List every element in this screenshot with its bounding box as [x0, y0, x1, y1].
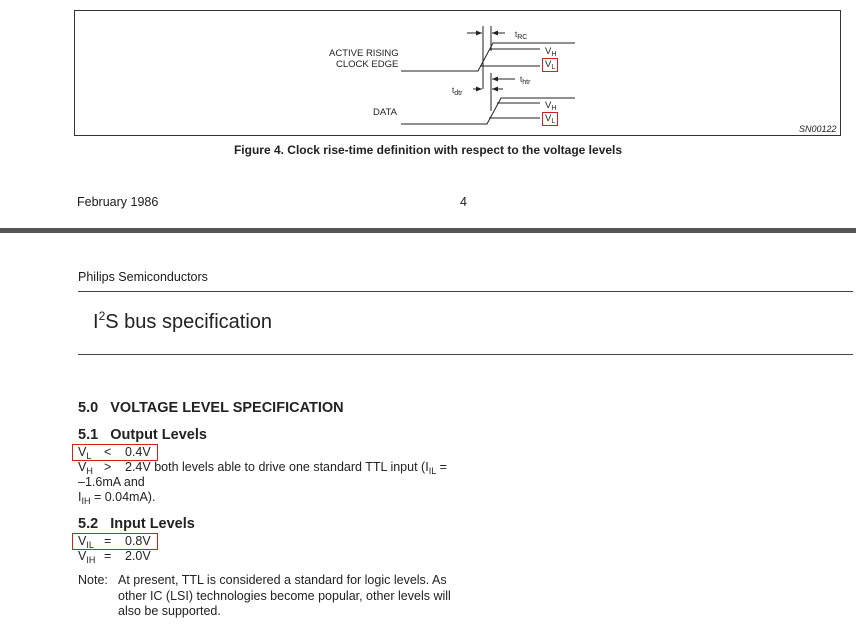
note-line-3: also be supported.: [118, 604, 221, 618]
active-rising-label: ACTIVE RISING: [329, 48, 399, 59]
timing-diagram: [75, 11, 840, 135]
vl-sym: $V_L$: [78, 445, 92, 461]
data-vl-label: $V_L$: [542, 112, 558, 126]
data-label: DATA: [373, 107, 397, 118]
thtr-label: thtr: [520, 75, 531, 86]
footer-date: February 1986: [77, 195, 159, 209]
figure-box: [74, 10, 841, 136]
footer-page-number: 4: [460, 195, 467, 209]
clock-vl-label: $V_L$: [542, 58, 558, 72]
vih-op: =: [104, 549, 112, 563]
data-vh-label: $V_H$: [545, 100, 557, 112]
vih-sym: $V_{IH}$: [78, 549, 96, 565]
vl-op: <: [104, 445, 112, 459]
note-label: Note:: [78, 573, 108, 587]
vh-op: >: [104, 460, 112, 474]
figure-caption: Figure 4. Clock rise-time definition with respect to the voltage levels: [233, 143, 623, 157]
trc-label: tRC: [515, 30, 528, 41]
note-line-1: At present, TTL is considered a standard for logic levels. As: [118, 573, 447, 587]
vil-sym: $V_{IL}$: [78, 534, 94, 550]
vh-desc-line3: $I_{IH} = 0.04mA$).: [78, 490, 156, 506]
vih-val: 2.0V: [125, 549, 151, 563]
vh-desc-line2: –1.6mA and: [78, 475, 145, 489]
company-name: Philips Semiconductors: [78, 270, 208, 284]
note-line-2: other IC (LSI) technologies become popular, other levels will: [118, 589, 451, 603]
header-rule: [78, 291, 853, 292]
vh-desc: 2.4V both levels able to drive one standard TTL input ($I_{IL}$ =: [125, 460, 447, 476]
clock-vh-label: $V_H$: [545, 46, 557, 58]
clock-edge-label: CLOCK EDGE: [336, 59, 399, 70]
vil-val: 0.8V: [125, 534, 151, 548]
figure-code: SN00122: [799, 124, 837, 134]
vl-val: 0.4V: [125, 445, 151, 459]
section-5-heading: 5.0 VOLTAGE LEVEL SPECIFICATION: [78, 400, 344, 416]
section-5-1-heading: 5.1 Output Levels: [78, 427, 207, 443]
section-5-2-heading: 5.2 Input Levels: [78, 516, 195, 532]
vil-op: =: [104, 534, 112, 548]
page-separator: [0, 228, 856, 233]
tdtr-label: tdtr: [452, 86, 463, 97]
vh-sym: $V_H$: [78, 460, 93, 476]
document-title: $I^2S$ bus specification: [93, 309, 273, 333]
title-rule: [78, 354, 853, 355]
